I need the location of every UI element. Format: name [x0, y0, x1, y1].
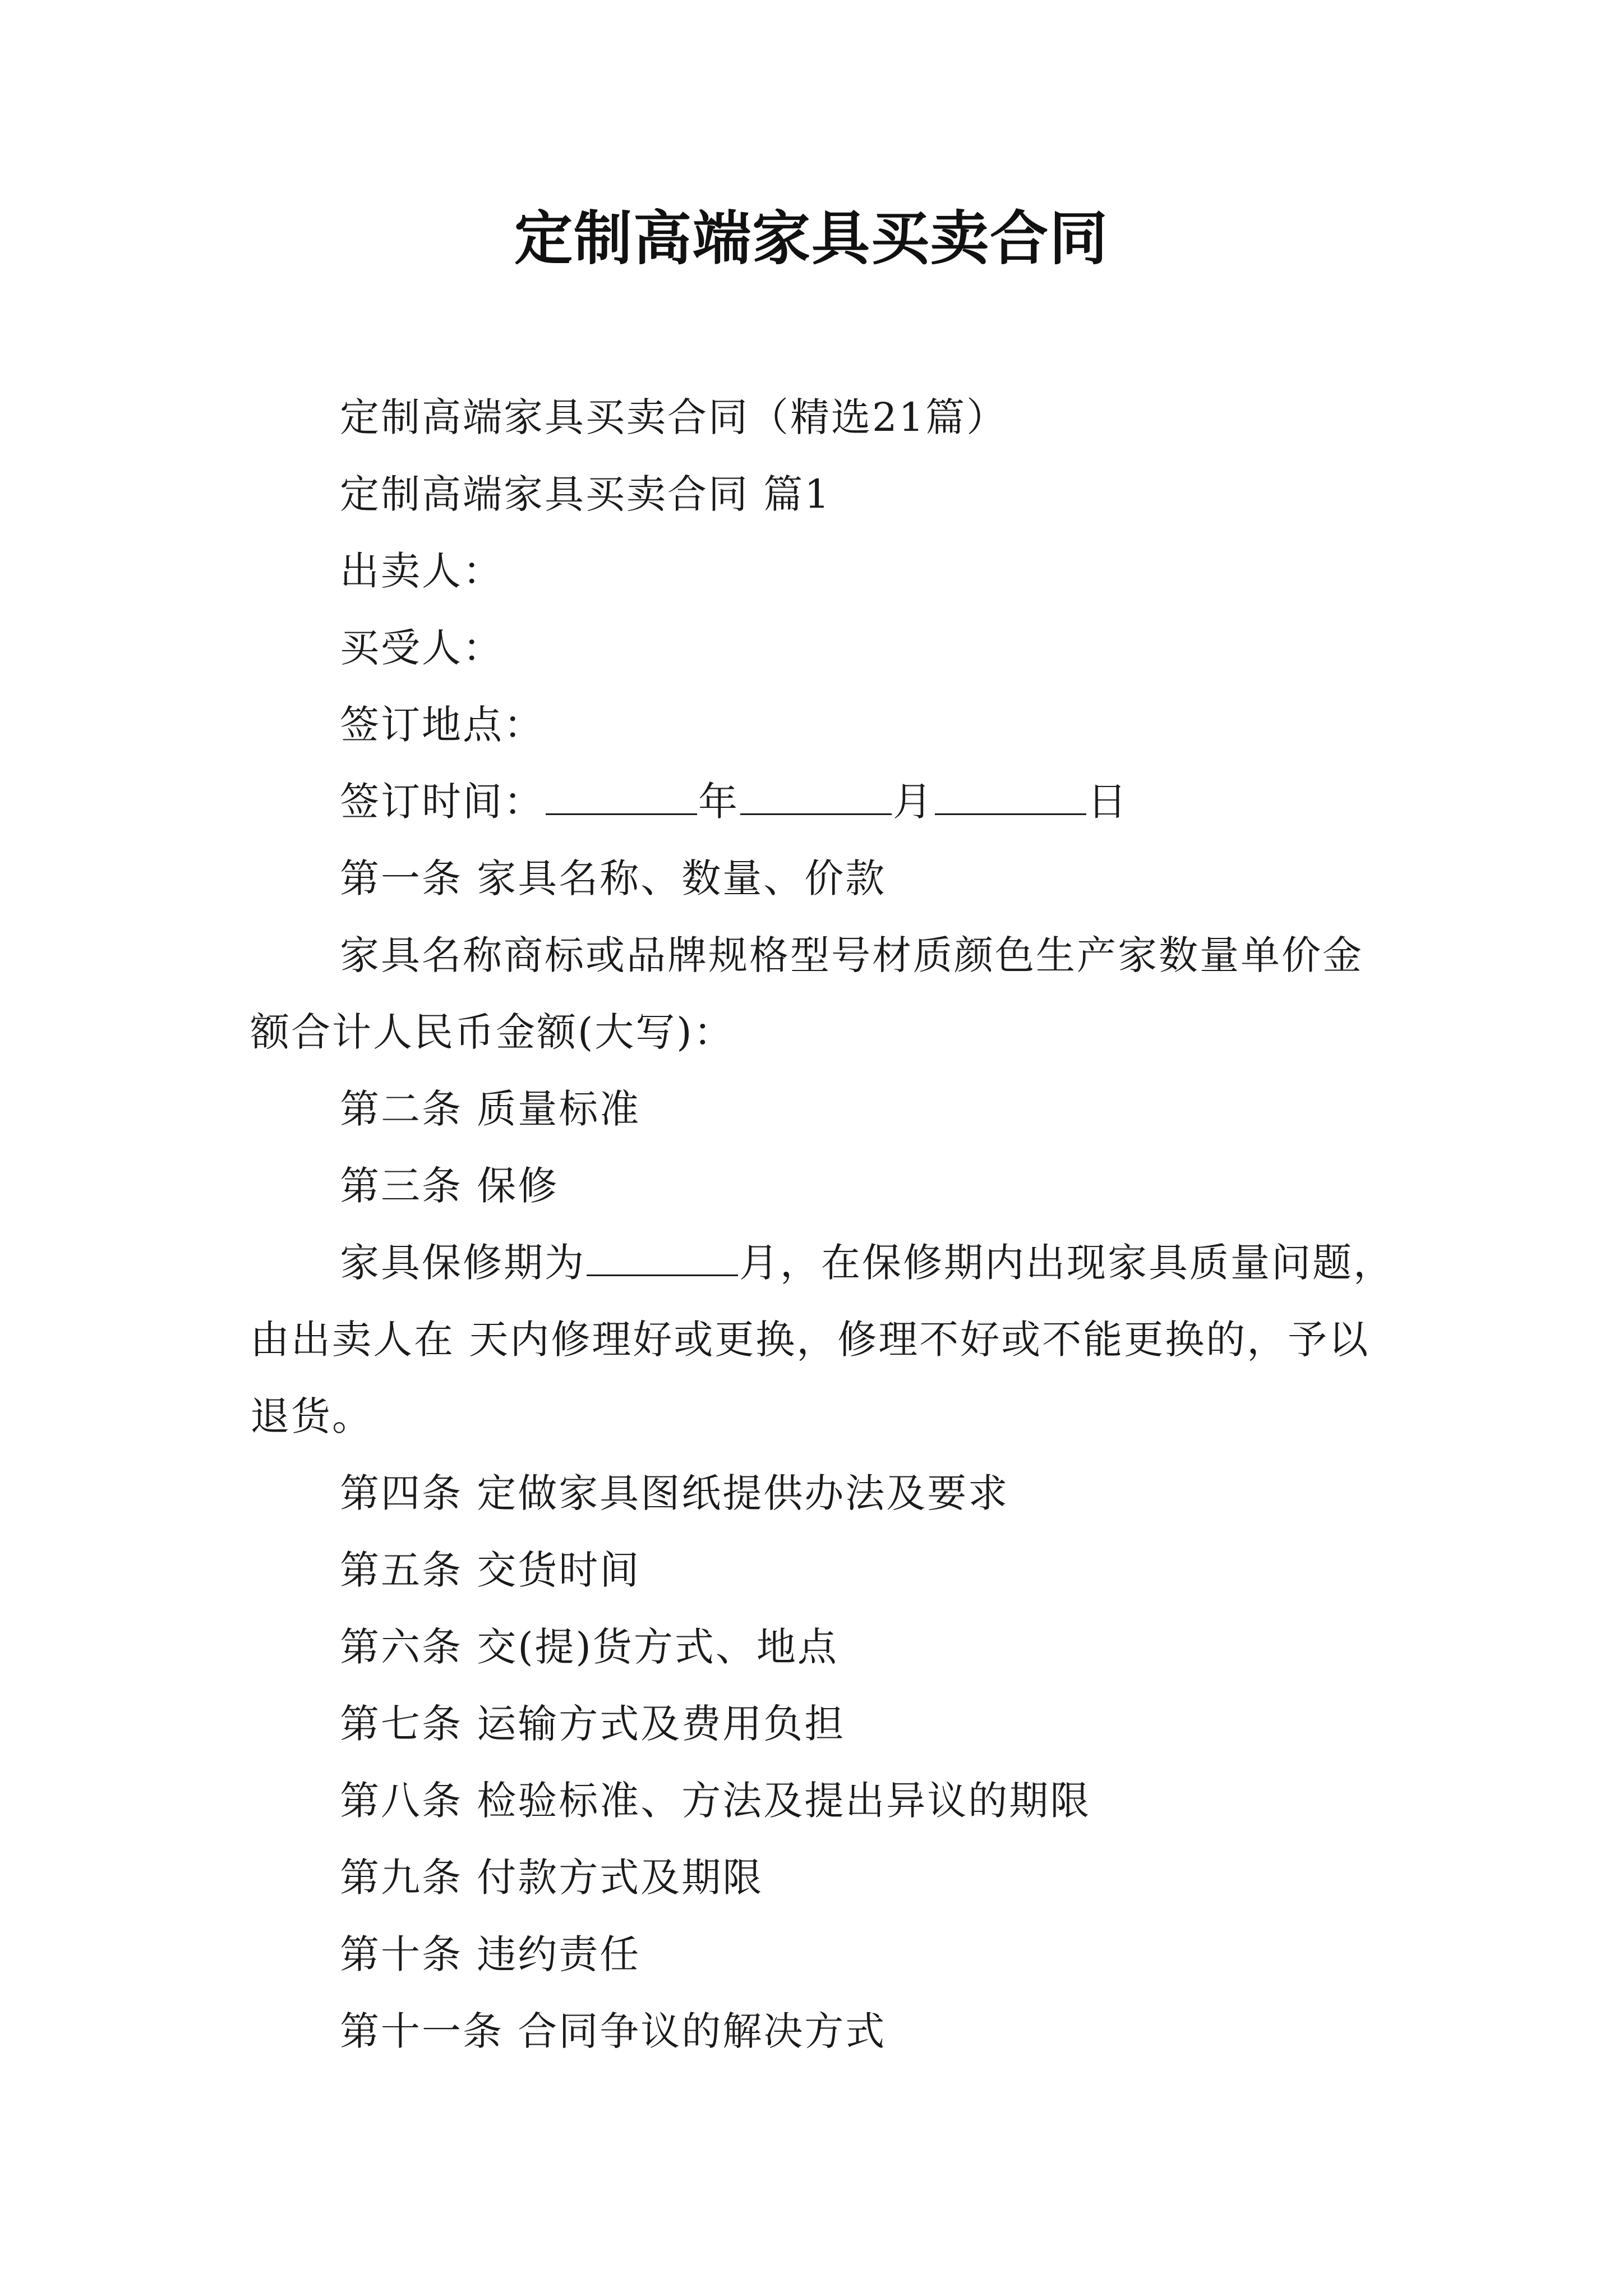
seller-line: 出卖人：: [340, 548, 504, 594]
clause-1-body: 家具名称商标或品牌规格型号材质颜色生产家数量单价金额合计人民币金额(大写)：: [250, 932, 1363, 1055]
article-heading: 定制高端家具买卖合同 篇1: [340, 471, 831, 517]
clause-11: 第十一条 合同争议的解决方式: [340, 2008, 887, 2054]
clause-7: 第七条 运输方式及费用负担: [340, 1701, 846, 1747]
collection-heading: 定制高端家具买卖合同（精选21篇）: [340, 394, 1008, 440]
clause-9: 第九条 付款方式及期限: [340, 1855, 764, 1901]
clause-2: 第二条 质量标准: [340, 1086, 641, 1132]
clause-5: 第五条 交货时间: [340, 1547, 641, 1593]
signing-place-line: 签订地点：: [340, 702, 545, 748]
clause-6: 第六条 交(提)货方式、地点: [340, 1624, 838, 1670]
signing-date-line: [250, 763, 1394, 840]
warranty-text-b: 月，在保修期内出现家具质量问题，由出卖人在 天内修理好或更换，修理不好或不能更换的，予以退货。: [250, 1240, 1394, 1439]
clause-3-body: [250, 1225, 1394, 1455]
warranty-months-blank: [587, 1237, 738, 1276]
clause-4: 第四条 定做家具图纸提供办法及要求: [340, 1470, 1009, 1516]
clause-10: 第十条 违约责任: [340, 1931, 641, 1977]
warranty-text-a: 家具保修期为: [340, 1240, 585, 1286]
document-body: [250, 379, 1394, 2070]
signing-date-label: 签订时间：: [340, 779, 545, 825]
clause-3: 第三条 保修: [340, 1163, 559, 1209]
year-blank: [546, 776, 697, 815]
day-label: 日: [1087, 779, 1128, 825]
buyer-line: 买受人：: [340, 625, 504, 671]
clause-8: 第八条 检验标准、方法及提出异议的期限: [340, 1778, 1091, 1824]
month-blank: [740, 776, 892, 815]
document-title: 定制高端家具买卖合同: [514, 204, 1109, 273]
clause-1: 第一条 家具名称、数量、价款: [340, 855, 887, 901]
month-label: 月: [893, 779, 934, 825]
year-label: 年: [698, 779, 739, 825]
day-blank: [935, 776, 1086, 815]
